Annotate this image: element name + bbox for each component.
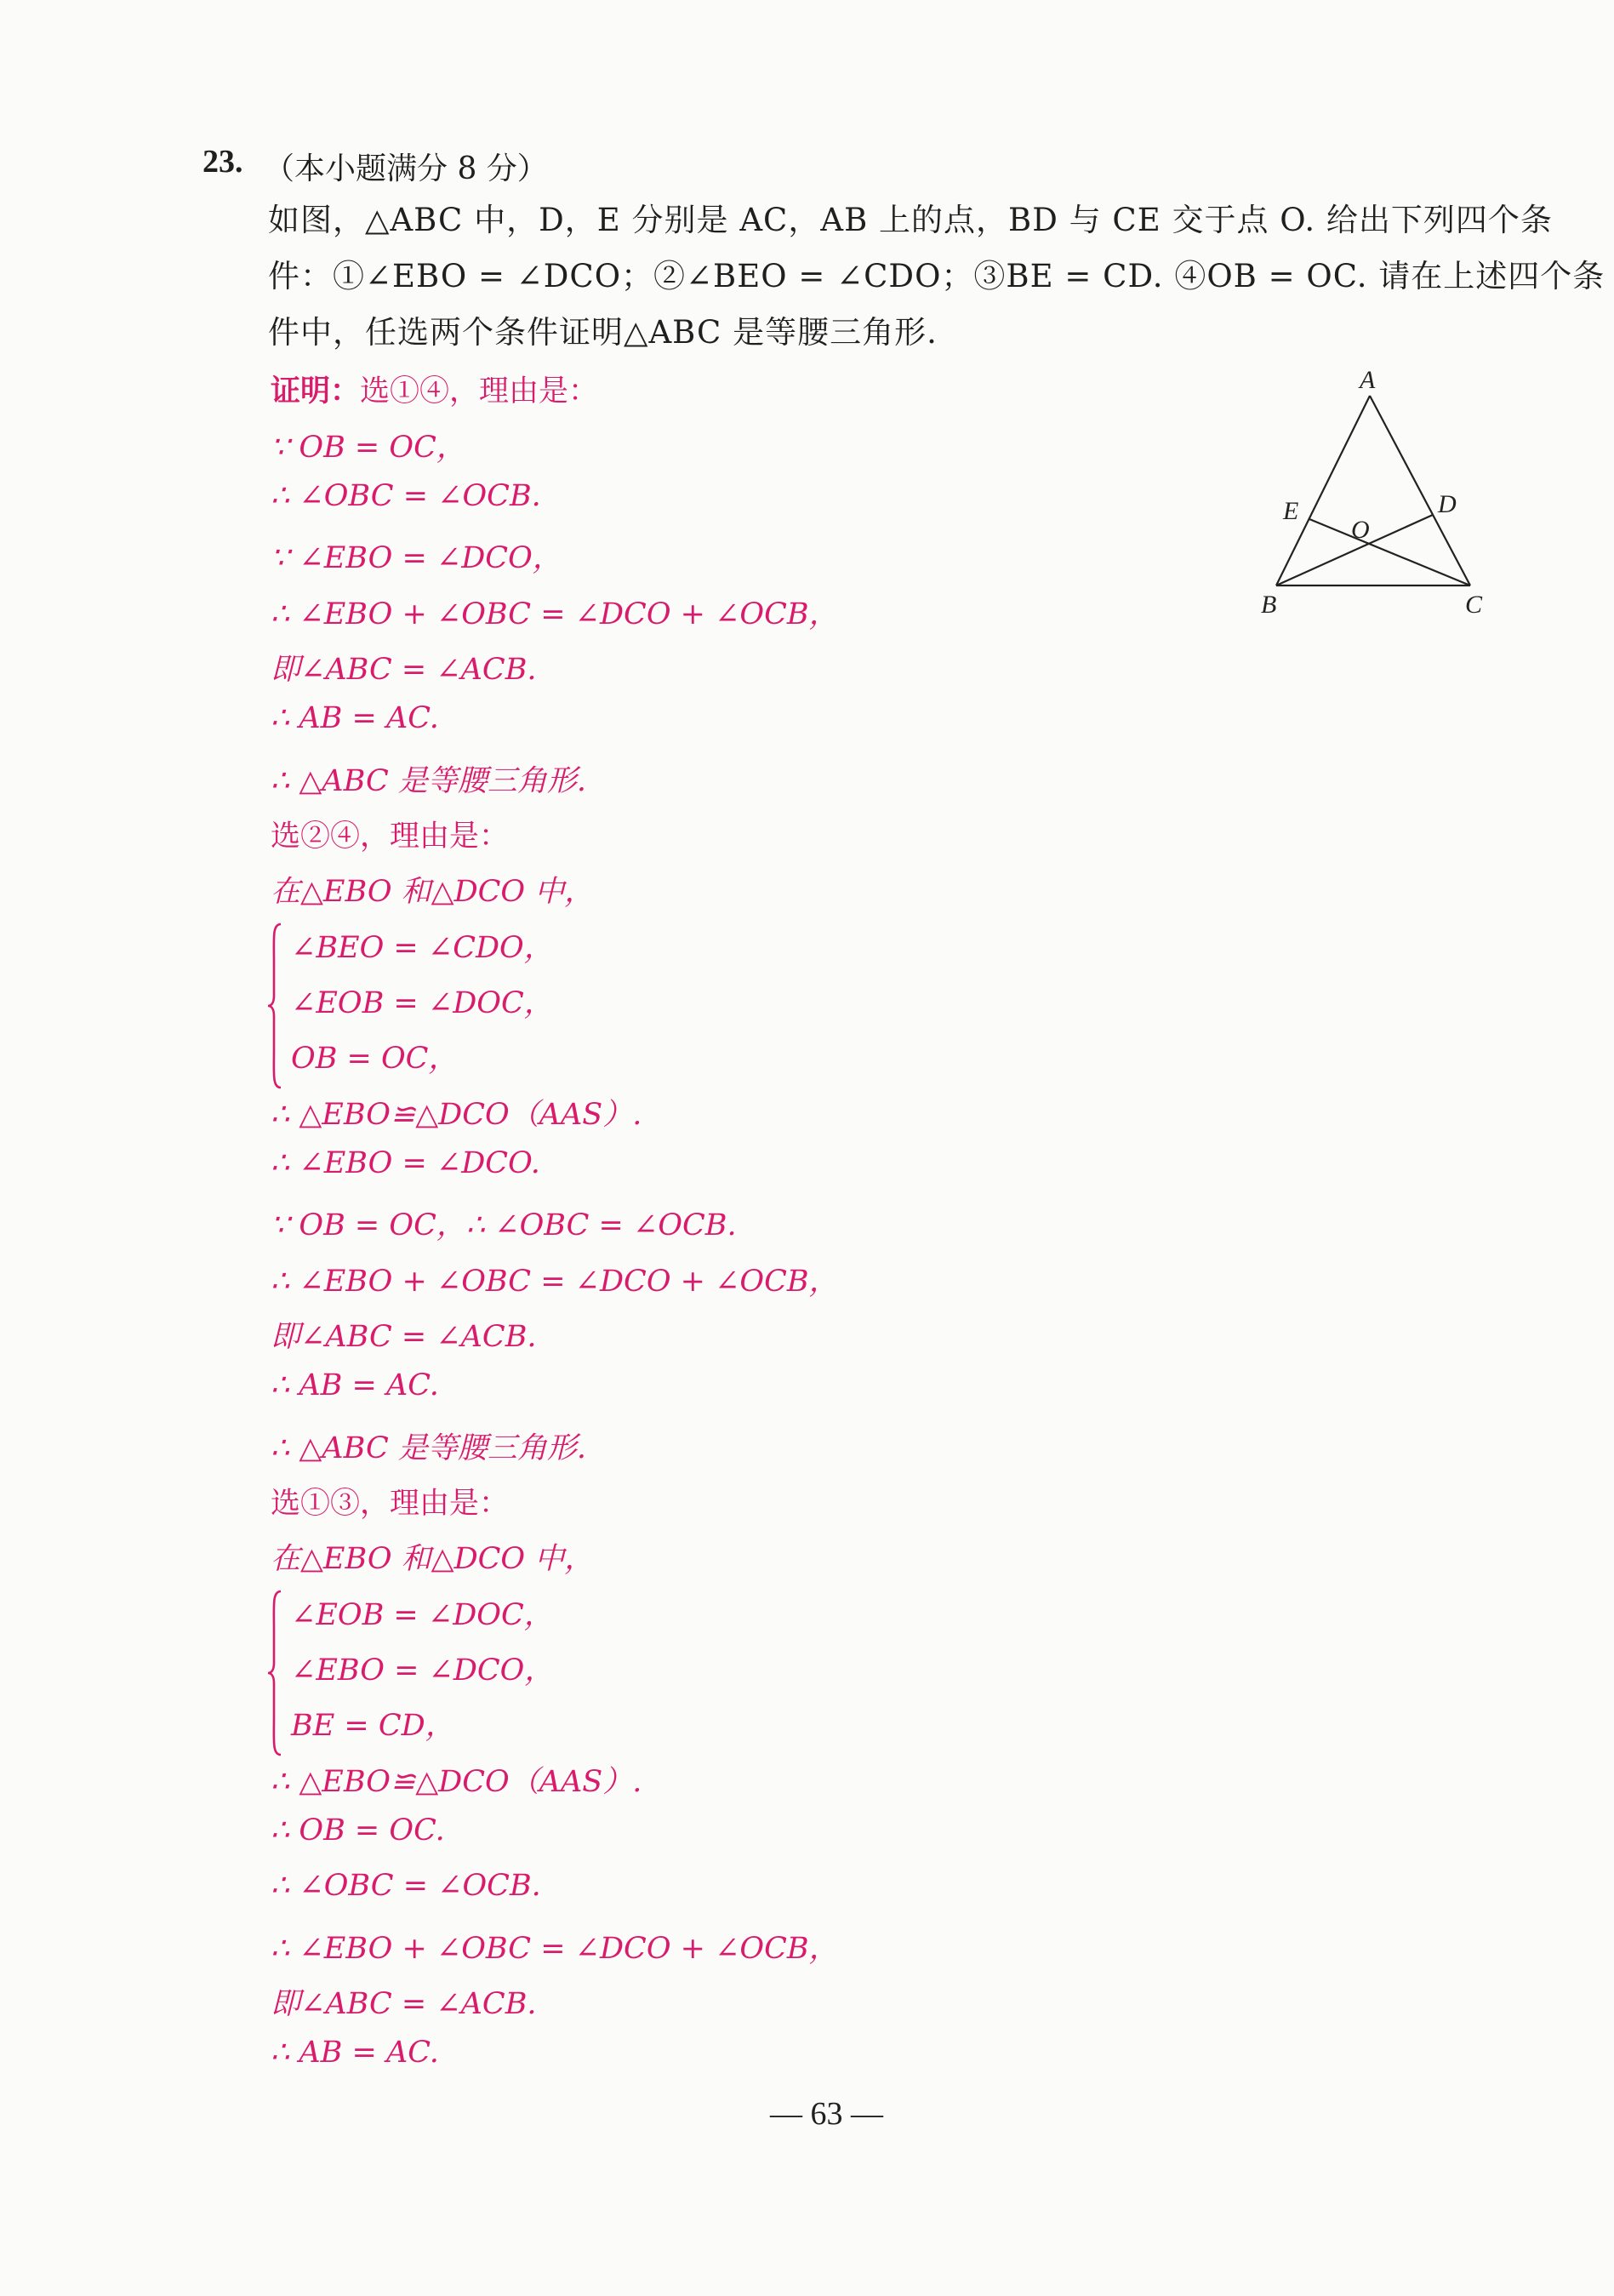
answer-line: ∴ OB = OC. xyxy=(271,1813,445,1848)
question-score: （本小题满分 8 分） xyxy=(264,151,548,186)
proof-label: 证明： xyxy=(271,374,361,408)
answer-line: ∴ ∠EBO = ∠DCO. xyxy=(271,1146,540,1180)
proof-choice-1: 选①④，理由是： xyxy=(360,374,599,408)
answer-line: ∠EOB = ∠DOC， xyxy=(291,986,554,1020)
answer-line: 即∠ABC = ∠ACB. xyxy=(271,1320,537,1354)
answer-line-0 xyxy=(271,368,598,410)
answer-line: BE = CD， xyxy=(291,1709,455,1743)
brace-system-2 xyxy=(267,1588,284,1758)
answer-line: ∵ ∠EBO = ∠DCO， xyxy=(271,541,562,575)
answer-line: ∠EOB = ∠DOC， xyxy=(291,1598,554,1632)
label-b: B xyxy=(1261,591,1277,619)
answer-line: 即∠ABC = ∠ACB. xyxy=(271,653,537,687)
answer-line: ∵ OB = OC，∴ ∠OBC = ∠OCB. xyxy=(271,1208,737,1242)
page-number: — 63 — xyxy=(770,2096,883,2132)
question-stem-line-1: 如图，△ABC 中，D，E 分别是 AC，AB 上的点，BD 与 CE 交于点 O. 给出下列四个条 xyxy=(268,202,1553,238)
question-stem-line-3: 件中，任选两个条件证明△ABC 是等腰三角形. xyxy=(268,314,938,351)
answer-line: OB = OC， xyxy=(291,1042,459,1076)
segment-ce xyxy=(1309,519,1470,585)
answer-line: ∵ OB = OC， xyxy=(271,431,466,465)
answer-line: ∴ AB = AC. xyxy=(271,701,439,735)
answer-line: ∴ ∠OBC = ∠OCB. xyxy=(271,479,541,513)
side-ab xyxy=(1276,396,1370,585)
answer-line: ∠BEO = ∠CDO， xyxy=(291,931,554,965)
label-a: A xyxy=(1360,366,1376,394)
brace-system-1 xyxy=(267,921,284,1091)
answer-line: 在△EBO 和△DCO 中， xyxy=(271,875,595,909)
answer-line: ∴ △ABC 是等腰三角形. xyxy=(271,764,586,798)
answer-line: ∴ △EBO≌△DCO（AAS）. xyxy=(271,1765,642,1799)
answer-line: ∴ △EBO≌△DCO（AAS）. xyxy=(271,1098,642,1132)
answer-line: 选②④，理由是： xyxy=(271,820,510,854)
answer-line: ∴ ∠OBC = ∠OCB. xyxy=(271,1869,541,1903)
answer-line: 在△EBO 和△DCO 中， xyxy=(271,1542,595,1576)
label-d: D xyxy=(1438,490,1457,518)
label-c: C xyxy=(1465,591,1483,619)
answer-line: ∴ ∠EBO + ∠OBC = ∠DCO + ∠OCB， xyxy=(271,1932,839,1966)
label-e: E xyxy=(1283,497,1299,525)
answer-line: ∴ ∠EBO + ∠OBC = ∠DCO + ∠OCB， xyxy=(271,1265,839,1299)
answer-line: ∴ AB = AC. xyxy=(271,2036,439,2070)
triangle-figure xyxy=(1258,366,1496,621)
label-o: O xyxy=(1351,516,1370,544)
answer-line: ∴ △ABC 是等腰三角形. xyxy=(271,1431,586,1465)
answer-line: 选①③，理由是： xyxy=(271,1487,510,1521)
answer-line: ∴ AB = AC. xyxy=(271,1368,439,1402)
answer-line: 即∠ABC = ∠ACB. xyxy=(271,1987,537,2021)
question-number: 23. xyxy=(202,144,243,180)
answer-line: ∴ ∠EBO + ∠OBC = ∠DCO + ∠OCB， xyxy=(271,597,839,631)
question-stem-line-2: 件：①∠EBO = ∠DCO；②∠BEO = ∠CDO；③BE = CD. ④OB = OC. 请在上述四个条 xyxy=(268,258,1605,294)
answer-line: ∠EBO = ∠DCO， xyxy=(291,1653,555,1688)
